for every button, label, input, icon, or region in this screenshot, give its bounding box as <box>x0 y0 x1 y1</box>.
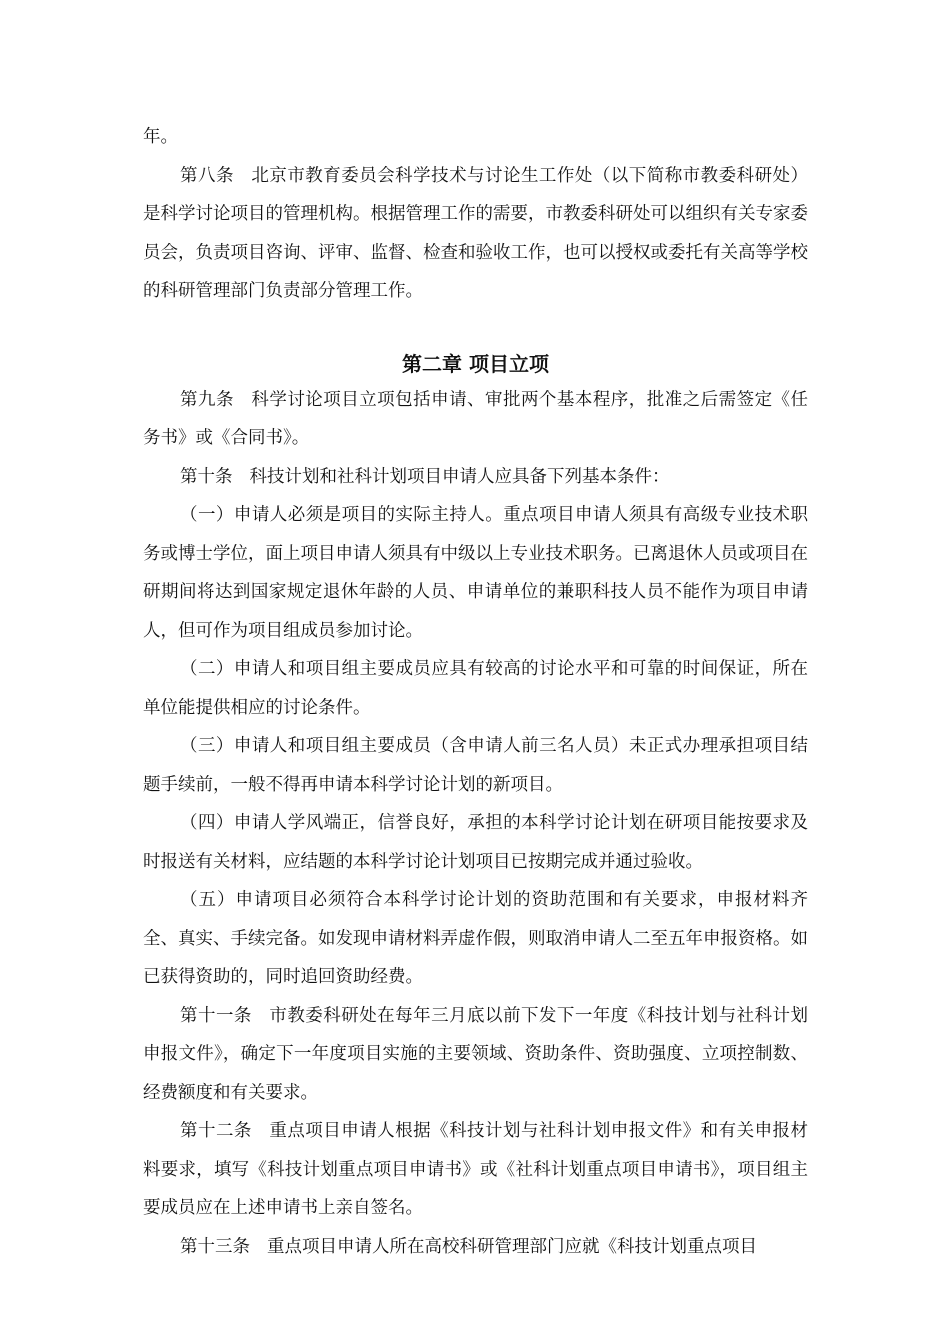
condition-item-4: （四）申请人学风端正，信誉良好，承担的本科学讨论计划在研项目能按要求及时报送有关材料，应结题的本科学讨论计划项目已按期完成并通过验收。 <box>143 813 808 872</box>
document-body <box>143 118 808 1266</box>
condition-item-3: （三）申请人和项目组主要成员（含申请人前三名人员）未正式办理承担项目结题手续前，一般不得再申请本科学讨论计划的新项目。 <box>143 736 808 795</box>
article-text: 科学讨论项目立项包括申请、审批两个基本程序，批准之后需签定《任务书》或《合同书》。 <box>143 389 809 448</box>
article-9 <box>143 381 808 458</box>
article-text: 北京市教育委员会科学技术与讨论生工作处（以下简称市教委科研处）是科学讨论项目的管理机构。根据管理工作的需要，市教委科研处可以组织有关专家委员会，负责项目咨询、评审、监督、检查和验收工作，也可以授权或委托有关高等学校的科研管理部门负责部分管理工作。 <box>143 165 809 301</box>
article-text: 重点项目申请人所在高校科研管理部门应就《科技计划重点项目 <box>267 1236 757 1257</box>
article-label: 第十一条 <box>180 1005 252 1026</box>
article-12 <box>143 1112 808 1228</box>
chapter-title: 第二章 项目立项 <box>402 351 549 376</box>
article-13 <box>143 1228 808 1267</box>
article-8 <box>143 157 808 311</box>
article-text: 市教委科研处在每年三月底以前下发下一年度《科技计划与社科计划申报文件》，确定下一年度项目实施的主要领域、资助条件、资助强度、立项控制数、经费额度和有关要求。 <box>143 1005 809 1103</box>
article-11 <box>143 997 808 1113</box>
article-text: 重点项目申请人根据《科技计划与社科计划申报文件》和有关申报材料要求，填写《科技计划重点项目申请书》或《社科计划重点项目申请书》，项目组主要成员应在上述申请书上亲自签名。 <box>143 1121 809 1218</box>
continuation-text: 年。 <box>143 127 178 147</box>
article-label: 第九条 <box>180 389 234 410</box>
article-label: 第十条 <box>180 466 233 487</box>
condition-item-2: （二）申请人和项目组主要成员应具有较高的讨论水平和可靠的时间保证，所在单位能提供相应的讨论条件。 <box>143 659 808 718</box>
article-label: 第十二条 <box>180 1121 252 1141</box>
condition-item-5: （五）申请项目必须符合本科学讨论计划的资助范围和有关要求，申报材料齐全、真实、手续完备。如发现申请材料弄虚作假，则取消申请人二至五年申报资格。如已获得资助的，同时追回资助经费。 <box>143 890 808 987</box>
article-label: 第八条 <box>180 165 234 186</box>
article-10 <box>143 458 808 497</box>
article-label: 第十三条 <box>180 1236 250 1257</box>
condition-item-1: （一）申请人必须是项目的实际主持人。重点项目申请人须具有高级专业技术职务或博士学位，面上项目申请人须具有中级以上专业技术职务。已离退休人员或项目在研期间将达到国家规定退休年龄的人员、申请单位的兼职科技人员不能作为项目申请人，但可作为项目组成员参加讨论。 <box>143 505 808 641</box>
article-text: 科技计划和社科计划项目申请人应具备下列基本条件： <box>249 466 670 487</box>
